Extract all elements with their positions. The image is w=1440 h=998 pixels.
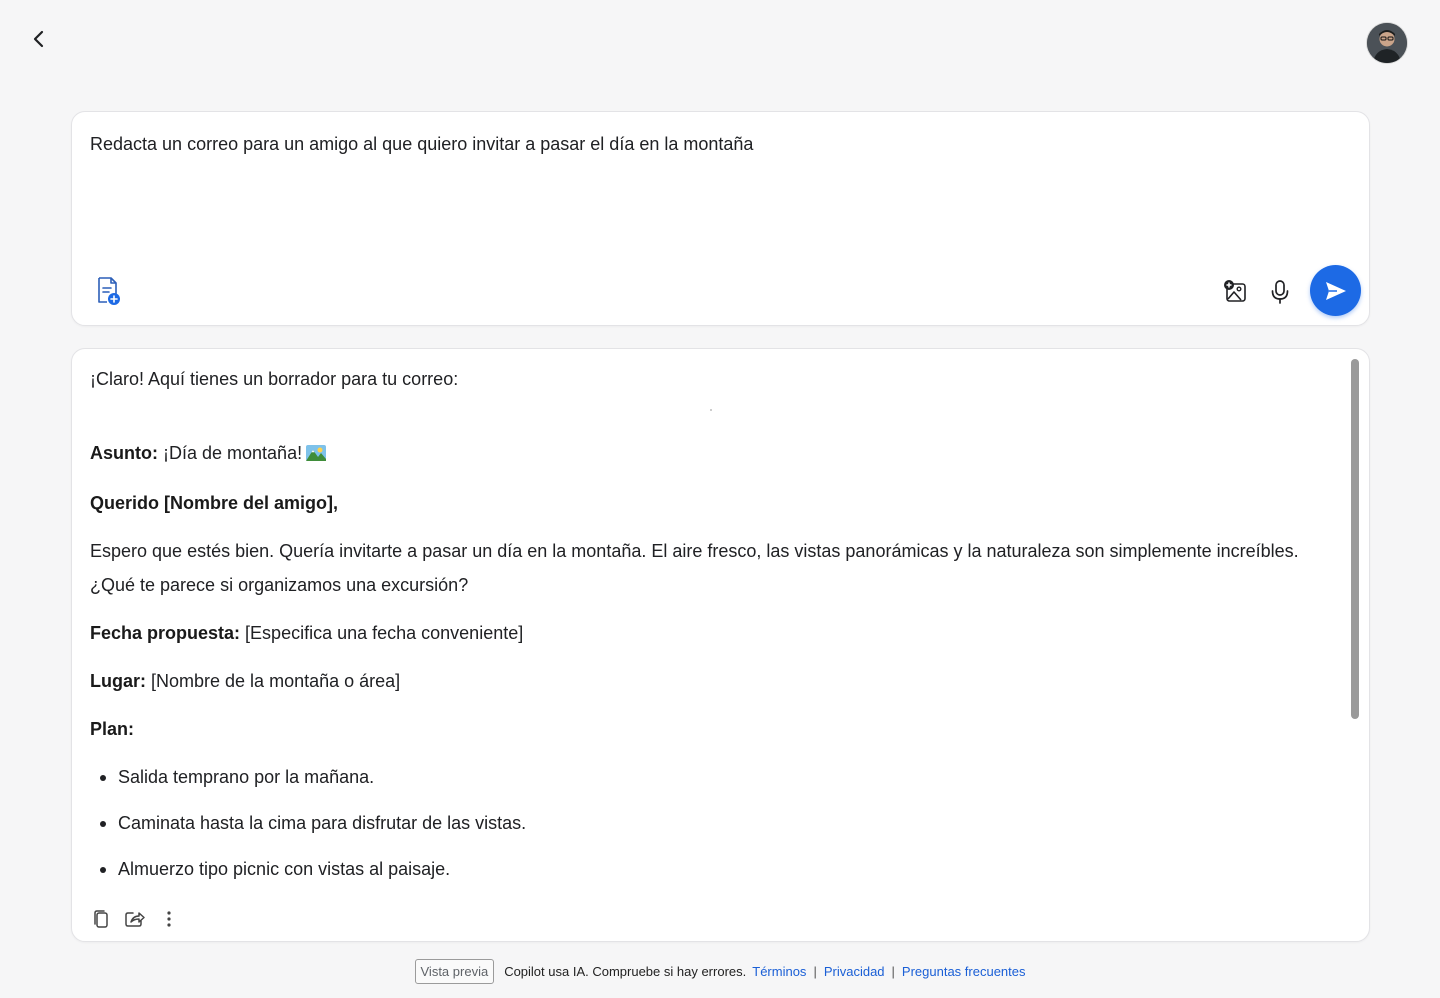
chevron-left-icon [31,29,47,49]
microphone-icon [1269,279,1291,305]
subject-value: ¡Día de montaña! [163,443,303,463]
email-date [90,621,1335,645]
decorative-dot [710,409,712,411]
footer-bar [0,957,1440,985]
date-value: [Especifica una fecha conveniente] [245,623,524,643]
footer-separator: | [891,963,895,979]
share-icon [124,909,146,929]
date-label: Fecha propuesta: [90,623,241,643]
subject-label: Asunto: [90,443,158,463]
response-content[interactable] [72,349,1353,894]
email-plan-heading [90,717,1335,741]
place-label: Lugar: [90,671,146,691]
footer-notice: Copilot usa IA. Compruebe si hay errores. [504,963,747,979]
document-add-icon [94,276,122,306]
response-card [71,348,1370,942]
email-body: Espero que estés bien. Quería invitarte a pasar un día en la montaña. El aire fresco, las vistas panorámicas y la naturaleza son simplemente increíbles. ¿Qué te parece si organizamos una excursión? [90,541,1299,595]
attach-document-button[interactable] [92,274,124,308]
list-item: Salida temprano por la mañana. [90,765,1335,789]
email-greeting [90,491,1335,515]
list-item: Almuerzo tipo picnic con vistas al paisaje. [90,857,1335,881]
greeting-text: Querido [Nombre del amigo], [90,493,339,513]
image-add-icon [1223,279,1249,305]
microphone-button[interactable] [1264,276,1296,308]
more-vertical-icon [166,910,172,928]
back-button[interactable] [24,24,54,54]
mountain-emoji [306,443,326,467]
terms-link[interactable]: Términos [752,963,807,979]
copy-icon [92,909,110,929]
list-item: Caminata hasta la cima para disfrutar de las vistas. [90,811,1335,835]
prompt-composer [71,111,1370,326]
plan-list [90,765,1335,881]
preview-badge: Vista previa [415,959,495,984]
prompt-input[interactable]: Redacta un correo para un amigo al que quiero invitar a pasar el día en la montaña [90,134,754,154]
footer-separator: | [813,963,817,979]
more-options-button[interactable] [158,907,180,931]
send-button[interactable] [1310,265,1361,316]
share-button[interactable] [124,907,146,931]
top-bar [0,0,1440,80]
copy-button[interactable] [90,907,112,931]
email-place [90,669,1335,693]
privacy-link[interactable]: Privacidad [823,963,885,979]
response-actions [90,907,180,931]
faq-link[interactable]: Preguntas frecuentes [901,963,1026,979]
place-value: [Nombre de la montaña o área] [151,671,401,691]
response-scrollbar-track[interactable] [1353,353,1365,893]
email-subject [90,441,1335,467]
user-avatar[interactable] [1367,23,1407,63]
avatar-icon [1367,23,1407,63]
response-scrollbar-thumb[interactable] [1351,359,1359,719]
response-intro: ¡Claro! Aquí tienes un borrador para tu correo: [90,369,459,389]
add-image-button[interactable] [1220,276,1252,308]
send-icon [1324,280,1348,302]
plan-label: Plan: [90,719,135,739]
